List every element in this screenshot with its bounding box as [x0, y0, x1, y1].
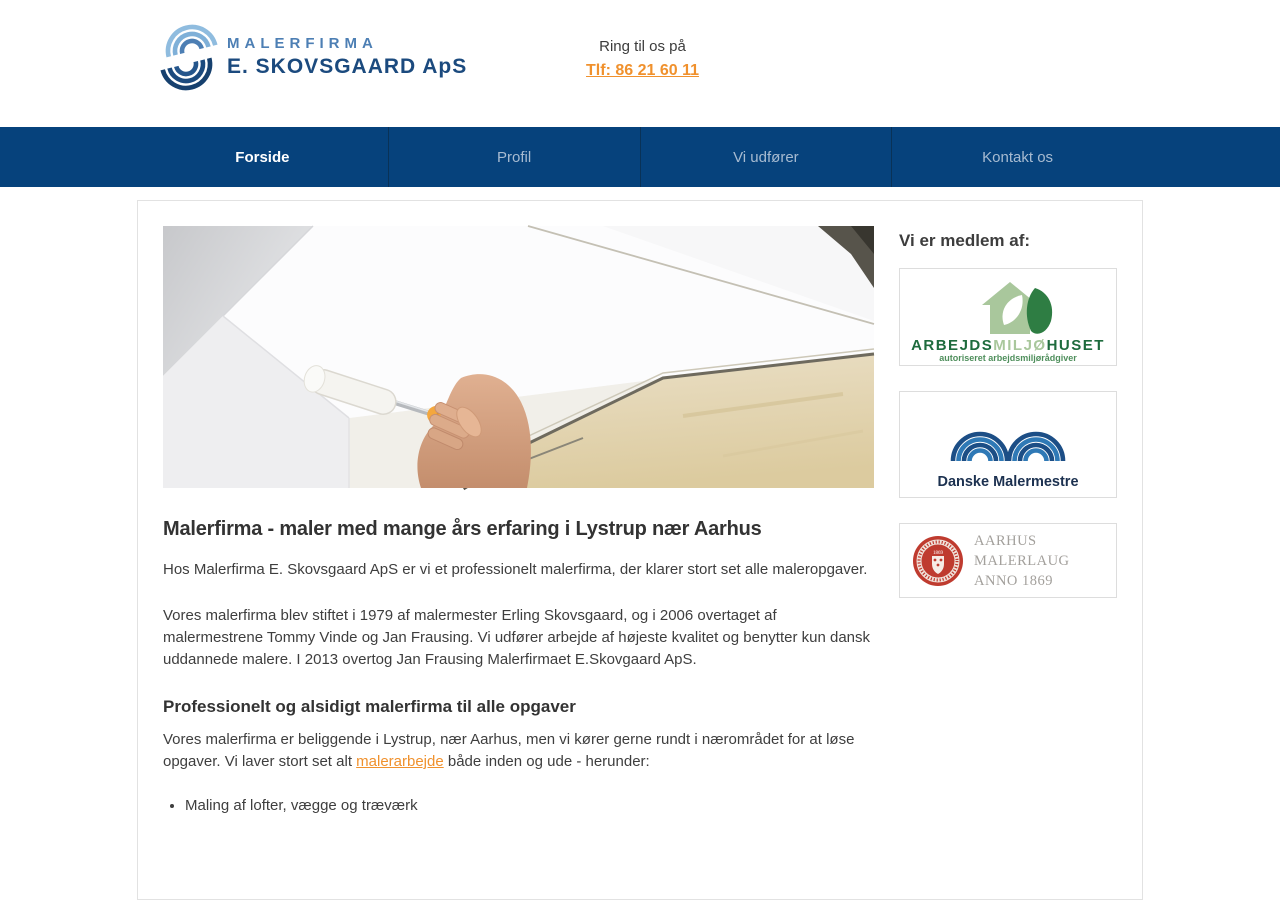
services-list	[163, 795, 874, 817]
nav-item-kontakt-os[interactable]: Kontakt os	[891, 127, 1143, 187]
aarhus-malerlaug-text	[974, 531, 1116, 591]
main-column	[163, 226, 874, 874]
miljoe-text: MILJØ	[993, 337, 1047, 354]
sidebar-heading: Vi er medlem af:	[899, 231, 1031, 250]
svg-text:ARBEJDSMILJØHUSET	[911, 337, 1105, 354]
main-navigation	[0, 127, 1280, 187]
nav-item-forside[interactable]: Forside	[235, 148, 290, 166]
call-us-text: Ring til os på	[599, 38, 686, 55]
services-text-after: både inden og ude - herunder:	[443, 753, 650, 770]
nav-item-vi-udfoerer[interactable]: Vi udfører	[640, 127, 892, 187]
services-list-item: • Maling af lofter, vægge og træværk	[185, 795, 874, 817]
arbejdsmiljoehuset-tagline: autoriseret arbejdsmiljørådgiver	[939, 353, 1077, 363]
logo-company-name: E. SKOVSGAARD ApS	[227, 55, 468, 78]
arbejds-text: ARBEJDS	[911, 337, 994, 354]
logo-company-type: MALERFIRMA	[227, 35, 378, 52]
danske-malermestre-text: Danske Malermestre	[937, 473, 1079, 490]
content-card	[137, 200, 1143, 900]
aarhus-malerlaug-seal-icon	[912, 535, 964, 587]
site-header	[0, 0, 1280, 127]
logo-text	[227, 35, 467, 79]
member-logo-danske-malermestre[interactable]	[899, 391, 1117, 498]
services-paragraph	[163, 729, 874, 773]
aarhus-malerlaug-line2: ANNO 1869	[974, 572, 1054, 589]
malerarbejde-link[interactable]: malerarbejde	[356, 753, 444, 770]
membership-sidebar	[899, 226, 1117, 874]
nav-item-profil[interactable]: Profil	[388, 127, 640, 187]
history-paragraph: Vores malerfirma blev stiftet i 1979 af malermester Erling Skovsgaard, og i 2006 overtaget af malermestrene Tommy Vinde og Jan Frausing. Vi udfører arbejde af højeste kvalitet og benytter kun dansk uddannede malere. I 2013 overtog Jan Frausing Malerfirmaet E.Skovgaard ApS.	[163, 607, 871, 668]
aarhus-malerlaug-line1: AARHUS MALERLAUG	[974, 532, 1070, 569]
hero-photo-painter-roller	[163, 226, 874, 488]
intro-paragraph: Hos Malerfirma E. Skovsgaard ApS er vi et professionelt malerfirma, der klarer stort set alle maleropgaver.	[163, 561, 868, 578]
seal-year-text: 1869	[933, 550, 943, 556]
arbejdsmiljoehuset-logo-icon	[904, 271, 1112, 363]
company-logo[interactable]	[165, 18, 467, 96]
danske-malermestre-logo-icon	[908, 395, 1108, 495]
member-logo-arbejdsmiljoehuset[interactable]	[899, 268, 1117, 366]
services-text-before: Vores malerfirma er beliggende i Lystrup, nær Aarhus, men vi kører gerne rundt i nærområdet for at løse opgaver. Vi laver stort set alt	[163, 731, 855, 770]
huset-text: HUSET	[1046, 337, 1105, 354]
phone-link[interactable]: Tlf: 86 21 60 11	[586, 62, 699, 79]
member-logo-aarhus-malerlaug[interactable]	[899, 523, 1117, 598]
section-subheading: Professionelt og alsidigt malerfirma til alle opgaver	[163, 697, 576, 716]
logo-s-swirl-icon	[165, 18, 217, 96]
call-us-block	[560, 38, 725, 80]
page-title: Malerfirma - maler med mange års erfaring i Lystrup nær Aarhus	[163, 518, 762, 540]
